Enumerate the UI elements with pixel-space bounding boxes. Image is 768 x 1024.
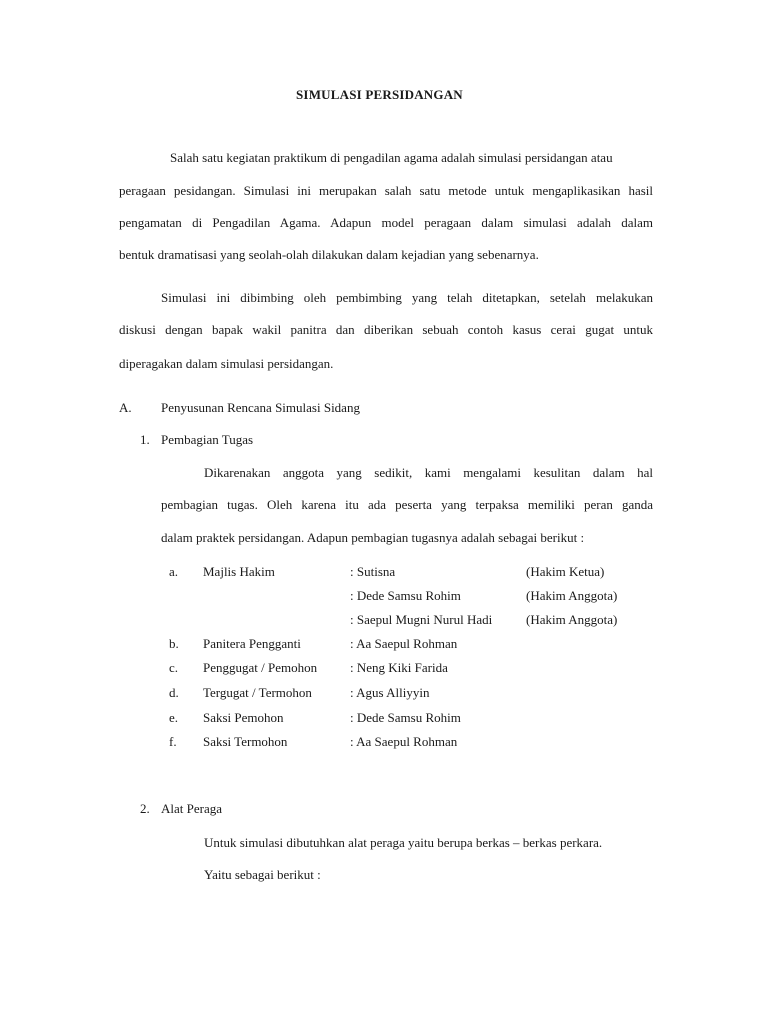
role-label: Majlis Hakim xyxy=(203,564,275,579)
paragraph-2-line-1: Simulasi ini dibimbing oleh pembimbing yang telah ditetapkan, setelah melakukan xyxy=(161,290,653,305)
item-1-title: Pembagian Tugas xyxy=(161,432,254,447)
section-a-title: Penyusunan Rencana Simulasi Sidang xyxy=(161,400,360,415)
paragraph-1-line-2: peragaan pesidangan. Simulasi ini merupakan salah satu metode untuk mengaplikasikan hasil xyxy=(119,183,653,198)
paragraph-2-line-3: diperagakan dalam simulasi persidangan. xyxy=(119,356,334,371)
item-2-title: Alat Peraga xyxy=(161,801,223,816)
role-letter: b. xyxy=(169,636,179,651)
document-title: SIMULASI PERSIDANGAN xyxy=(296,87,463,102)
role-note: (Hakim Anggota) xyxy=(526,588,618,603)
item-2-line-2: Yaitu sebagai berikut : xyxy=(204,867,321,882)
role-name: : Dede Samsu Rohim xyxy=(350,588,461,603)
paragraph-1-line-3: pengamatan di Pengadilan Agama. Adapun model peragaan dalam simulasi adalah dalam xyxy=(119,215,653,230)
role-letter: e. xyxy=(169,710,179,725)
role-name: : Agus Alliyyin xyxy=(350,685,430,700)
role-name: : Aa Saepul Rohman xyxy=(350,636,458,651)
role-label: Saksi Termohon xyxy=(203,734,288,749)
item-2-marker: 2. xyxy=(140,801,150,816)
role-name: : Aa Saepul Rohman xyxy=(350,734,458,749)
role-name: : Saepul Mugni Nurul Hadi xyxy=(350,612,493,627)
role-label: Panitera Pengganti xyxy=(203,636,301,651)
role-name: : Dede Samsu Rohim xyxy=(350,710,461,725)
role-label: Tergugat / Termohon xyxy=(203,685,312,700)
paragraph-1-line-1: Salah satu kegiatan praktikum di pengadilan agama adalah simulasi persidangan atau xyxy=(170,150,613,165)
item-1-line-1: Dikarenakan anggota yang sedikit, kami mengalami kesulitan dalam hal xyxy=(204,465,653,480)
item-1-line-3: dalam praktek persidangan. Adapun pembagian tugasnya adalah sebagai berikut : xyxy=(161,530,585,545)
role-name: : Neng Kiki Farida xyxy=(350,660,448,675)
role-letter: f. xyxy=(169,734,177,749)
paragraph-2-line-2: diskusi dengan bapak wakil panitra dan diberikan sebuah contoh kasus cerai gugat untuk xyxy=(119,322,653,337)
role-note: (Hakim Ketua) xyxy=(526,564,605,579)
item-1-marker: 1. xyxy=(140,432,150,447)
item-2-line-1: Untuk simulasi dibutuhkan alat peraga yaitu berupa berkas – berkas perkara. xyxy=(204,835,603,850)
paragraph-1-line-4: bentuk dramatisasi yang seolah-olah dilakukan dalam kejadian yang sebenarnya. xyxy=(119,247,539,262)
role-letter: d. xyxy=(169,685,179,700)
role-note: (Hakim Anggota) xyxy=(526,612,618,627)
role-name: : Sutisna xyxy=(350,564,396,579)
role-letter: c. xyxy=(169,660,179,675)
section-a-marker: A. xyxy=(119,400,132,415)
role-letter: a. xyxy=(169,564,179,579)
role-label: Saksi Pemohon xyxy=(203,710,284,725)
role-label: Penggugat / Pemohon xyxy=(203,660,318,675)
item-1-line-2: pembagian tugas. Oleh karena itu ada peserta yang terpaksa memiliki peran ganda xyxy=(161,497,653,512)
